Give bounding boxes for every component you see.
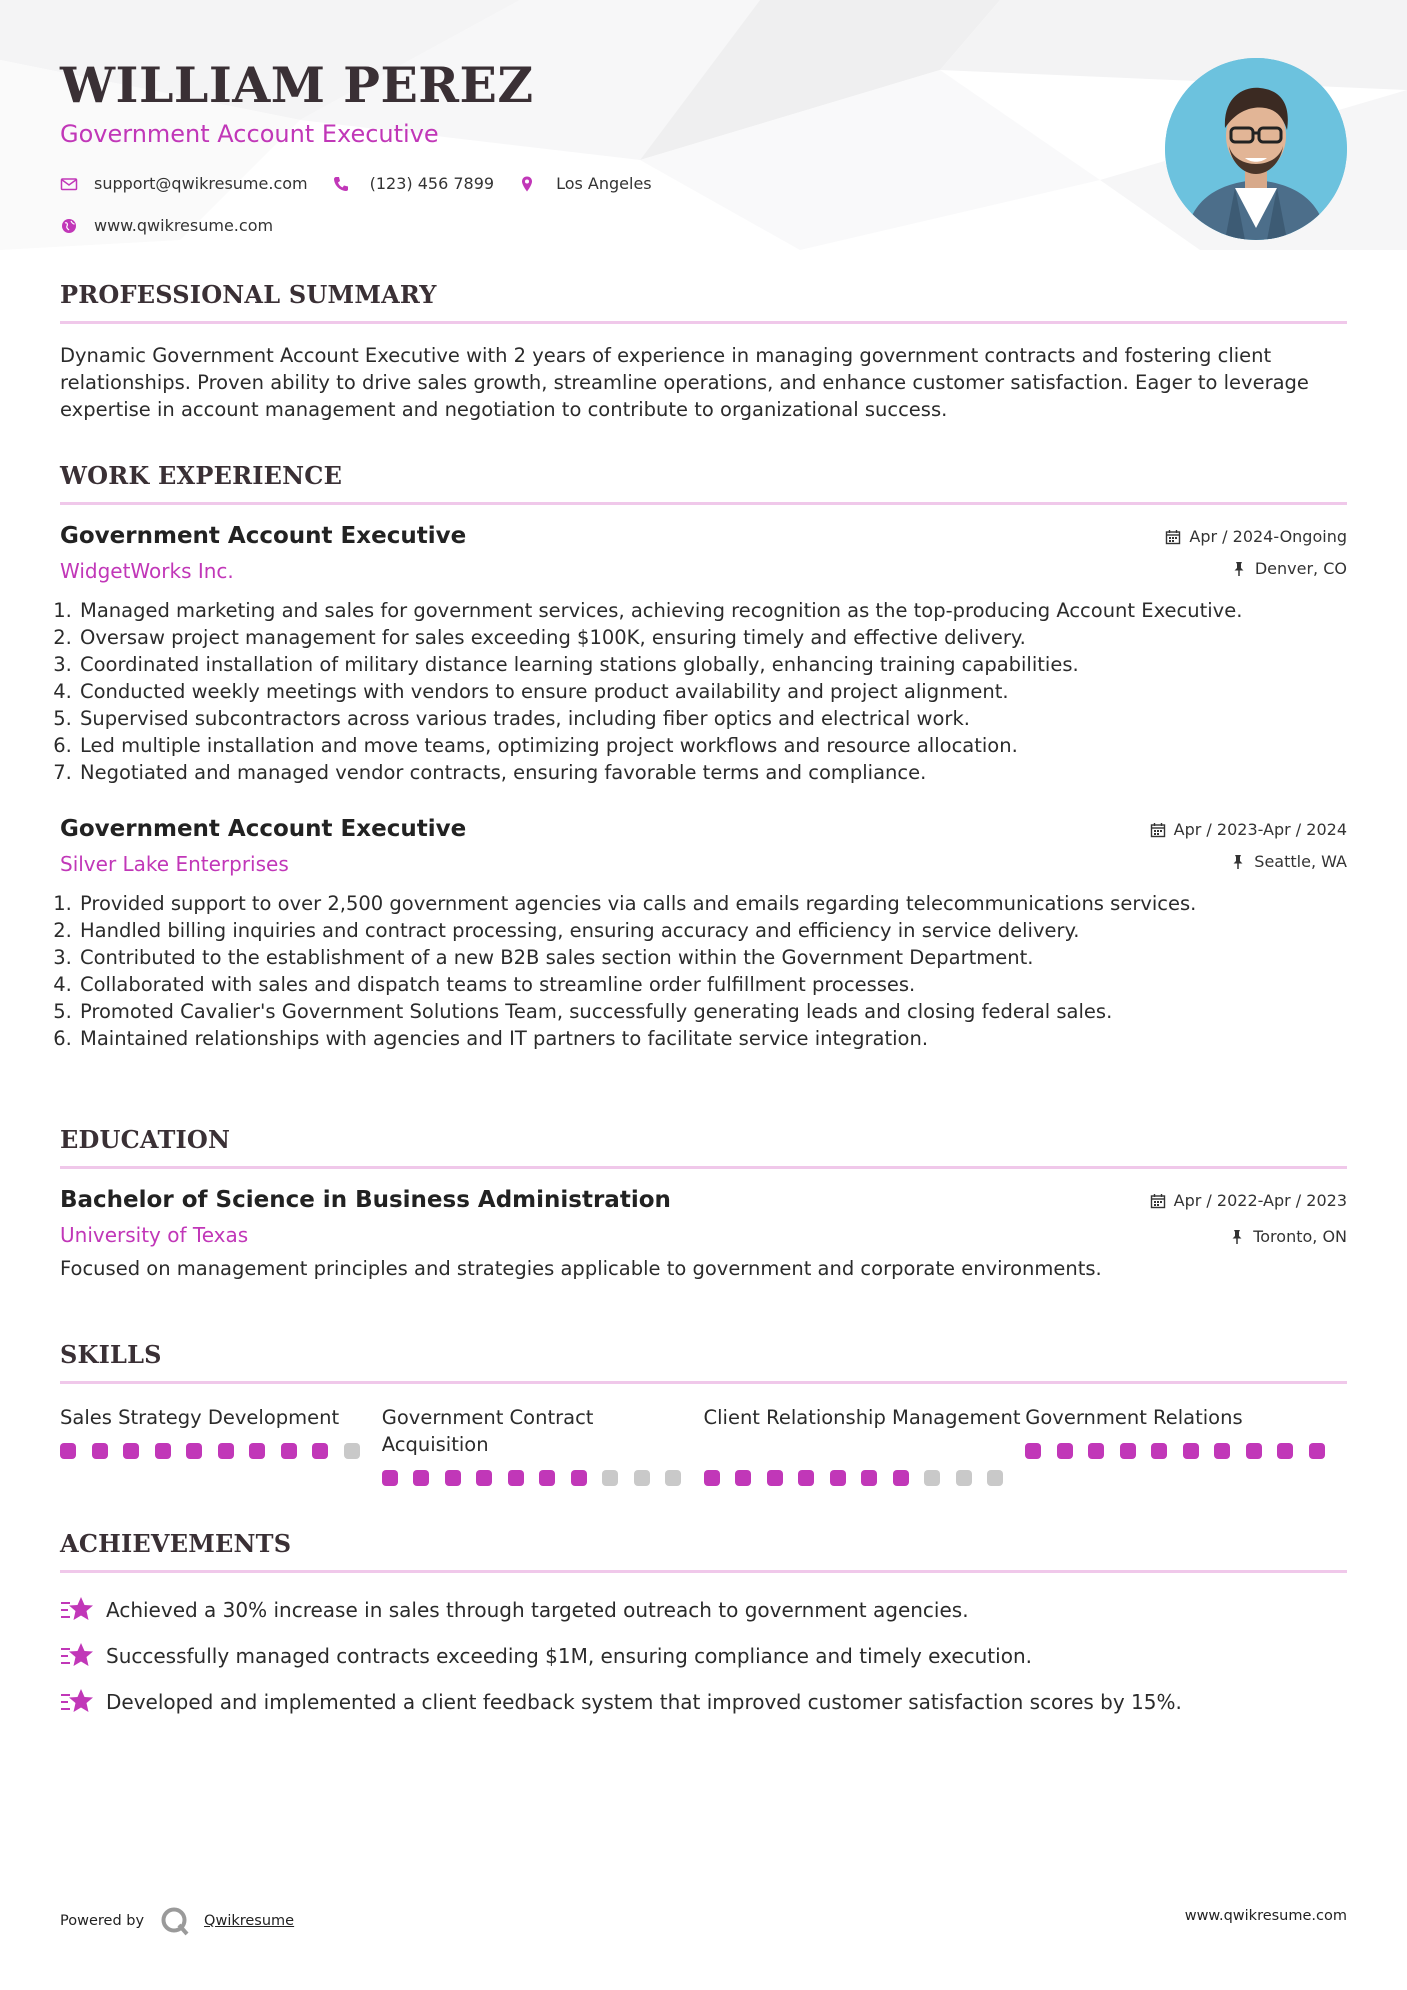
rating-dot-filled: [1309, 1443, 1325, 1459]
contact-location: [518, 174, 652, 193]
powered-by: [60, 1906, 294, 1936]
mail-icon: [60, 175, 78, 193]
rating-dot-filled: [1183, 1443, 1199, 1459]
list-item: 7. Negotiated and managed vendor contracts, ensuring favorable terms and compliance.: [78, 759, 1347, 786]
skill-item: [60, 1404, 382, 1486]
rating-dot-filled: [1120, 1443, 1136, 1459]
rating-dot-filled: [830, 1470, 846, 1486]
pushpin-icon: [1230, 854, 1246, 870]
job-bullets: [60, 890, 1347, 1052]
contact-phone[interactable]: [332, 174, 494, 193]
pushpin-icon: [1231, 561, 1247, 577]
company-name: WidgetWorks Inc.: [60, 559, 234, 583]
list-item: 3. Coordinated installation of military distance learning stations globally, enhancing training capabilities.: [78, 651, 1347, 678]
list-item: 4. Collaborated with sales and dispatch teams to streamline order fulfillment processes.: [78, 971, 1347, 998]
powered-by-label: Powered by: [60, 1913, 145, 1929]
list-item: 6. Led multiple installation and move teams, optimizing project workflows and resource allocation.: [78, 732, 1347, 759]
profile-photo: [1165, 58, 1347, 240]
rating-dot-filled: [571, 1470, 587, 1486]
star-icon: [60, 1641, 94, 1671]
list-item: 5. Supervised subcontractors across various trades, including fiber optics and electrical work.: [78, 705, 1347, 732]
phone-text: (123) 456 7899: [369, 174, 495, 193]
rating-dot-empty: [602, 1470, 618, 1486]
skills-grid: [60, 1404, 1347, 1486]
skills-section: [60, 1340, 1347, 1486]
education-dates: [1150, 1191, 1347, 1210]
degree: Bachelor of Science in Business Administration: [60, 1187, 671, 1213]
education-description: Focused on management principles and strategies applicable to government and corporate environments.: [60, 1257, 1102, 1280]
skill-item: [382, 1404, 704, 1486]
skill-name: Government Relations: [1025, 1406, 1243, 1429]
location-text: Toronto, ON: [1253, 1227, 1347, 1246]
skill-rating: [704, 1470, 1026, 1486]
list-item: 2. Oversaw project management for sales exceeding $100K, ensuring timely and effective delivery.: [78, 624, 1347, 651]
rating-dot-filled: [1277, 1443, 1293, 1459]
rating-dot-filled: [704, 1470, 720, 1486]
achievement-text: Developed and implemented a client feedback system that improved customer satisfaction scores by 15%.: [106, 1690, 1182, 1714]
rating-dot-empty: [987, 1470, 1003, 1486]
skill-rating: [1025, 1443, 1347, 1459]
skill-item: [1025, 1404, 1347, 1486]
candidate-title: Government Account Executive: [60, 120, 439, 148]
rating-dot-filled: [767, 1470, 783, 1486]
company-name: Silver Lake Enterprises: [60, 852, 289, 876]
page-footer: [60, 1898, 1347, 1932]
rating-dot-empty: [634, 1470, 650, 1486]
section-heading: EDUCATION: [60, 1125, 1347, 1169]
brand-link[interactable]: Qwikresume: [204, 1913, 295, 1929]
calendar-icon: [1150, 822, 1166, 838]
section-heading: SKILLS: [60, 1340, 1347, 1384]
list-item: 5. Promoted Cavalier's Government Solutions Team, successfully generating leads and closing federal sales.: [78, 998, 1347, 1025]
rating-dot-empty: [924, 1470, 940, 1486]
skill-rating: [382, 1470, 704, 1486]
summary-text: Dynamic Government Account Executive with 2 years of experience in managing government contracts and fostering client relationships. Proven ability to drive sales growth, streamline operations, and enhance customer satisfaction. Eager to leverage expertise in account management and negotiation to contribute to organizational success.: [60, 344, 1309, 421]
rating-dot-filled: [735, 1470, 751, 1486]
rating-dot-filled: [476, 1470, 492, 1486]
rating-dot-filled: [1057, 1443, 1073, 1459]
experience-section: [60, 461, 1347, 1052]
rating-dot-filled: [508, 1470, 524, 1486]
phone-icon: [332, 175, 350, 193]
achievement-text: Successfully managed contracts exceeding $1M, ensuring compliance and timely execution.: [106, 1644, 1032, 1668]
rating-dot-empty: [665, 1470, 681, 1486]
list-item: 3. Contributed to the establishment of a new B2B sales section within the Government Department.: [78, 944, 1347, 971]
rating-dot-empty: [956, 1470, 972, 1486]
location-text: Denver, CO: [1254, 559, 1347, 578]
location-text: Seattle, WA: [1254, 852, 1347, 871]
date-text: Apr / 2024-Ongoing: [1189, 527, 1347, 546]
rating-dot-filled: [123, 1443, 139, 1459]
rating-dot-filled: [382, 1470, 398, 1486]
rating-dot-filled: [281, 1443, 297, 1459]
achievement-item: [60, 1687, 1347, 1717]
section-heading: WORK EXPERIENCE: [60, 461, 1347, 505]
rating-dot-filled: [218, 1443, 234, 1459]
achievement-text: Achieved a 30% increase in sales through targeted outreach to government agencies.: [106, 1598, 969, 1622]
contact-row: [60, 174, 676, 193]
list-item: 2. Handled billing inquiries and contract processing, ensuring accuracy and efficiency in service delivery.: [78, 917, 1347, 944]
candidate-name: WILLIAM PEREZ: [60, 56, 534, 114]
location-text: Los Angeles: [556, 174, 652, 193]
job-title: Government Account Executive: [60, 523, 467, 549]
section-heading: ACHIEVEMENTS: [60, 1529, 1347, 1573]
rating-dot-filled: [539, 1470, 555, 1486]
skill-name: Sales Strategy Development: [60, 1406, 340, 1429]
job-entry: [60, 816, 1347, 1052]
list-item: 1. Managed marketing and sales for government services, achieving recognition as the top-producing Account Executive.: [78, 597, 1347, 624]
job-bullets: [60, 597, 1347, 786]
summary-section: [60, 280, 1347, 423]
list-item: 4. Conducted weekly meetings with vendors to ensure product availability and project alignment.: [78, 678, 1347, 705]
rating-dot-filled: [186, 1443, 202, 1459]
achievement-item: [60, 1595, 1347, 1625]
skill-rating: [60, 1443, 382, 1459]
calendar-icon: [1165, 529, 1181, 545]
skill-item: [704, 1404, 1026, 1486]
rating-dot-filled: [1246, 1443, 1262, 1459]
resume-header: [60, 0, 1347, 250]
rating-dot-filled: [861, 1470, 877, 1486]
job-location: [1230, 852, 1347, 871]
map-pin-icon: [518, 175, 536, 193]
education-location: [1229, 1227, 1347, 1246]
rating-dot-filled: [1214, 1443, 1230, 1459]
contact-row-website: [60, 216, 297, 235]
footer-url[interactable]: www.qwikresume.com: [1184, 1908, 1347, 1924]
achievements-section: [60, 1529, 1347, 1717]
rating-dot-filled: [312, 1443, 328, 1459]
date-text: Apr / 2023-Apr / 2024: [1173, 820, 1347, 839]
rating-dot-filled: [413, 1470, 429, 1486]
list-item: 6. Maintained relationships with agencies and IT partners to facilitate service integration.: [78, 1025, 1347, 1052]
rating-dot-filled: [445, 1470, 461, 1486]
list-item: 1. Provided support to over 2,500 government agencies via calls and emails regarding telecommunications services.: [78, 890, 1347, 917]
star-icon: [60, 1687, 94, 1717]
education-entry: [60, 1187, 1347, 1280]
rating-dot-filled: [92, 1443, 108, 1459]
achievement-item: [60, 1641, 1347, 1671]
skill-name: Government Contract Acquisition: [381, 1406, 594, 1456]
contact-website[interactable]: [60, 216, 273, 235]
section-heading: PROFESSIONAL SUMMARY: [60, 280, 1347, 324]
website-text: www.qwikresume.com: [94, 216, 274, 235]
rating-dot-filled: [798, 1470, 814, 1486]
job-location: [1231, 559, 1347, 578]
calendar-icon: [1150, 1193, 1166, 1209]
rating-dot-filled: [155, 1443, 171, 1459]
rating-dot-filled: [1151, 1443, 1167, 1459]
pushpin-icon: [1229, 1229, 1245, 1245]
globe-icon: [60, 217, 78, 235]
date-text: Apr / 2022-Apr / 2023: [1173, 1191, 1347, 1210]
job-dates: [1150, 820, 1347, 839]
job-entry: [60, 523, 1347, 786]
job-title: Government Account Executive: [60, 816, 467, 842]
rating-dot-filled: [1088, 1443, 1104, 1459]
rating-dot-filled: [893, 1470, 909, 1486]
email-text: support@qwikresume.com: [94, 174, 308, 193]
education-section: [60, 1125, 1347, 1280]
qwikresume-logo: [160, 1906, 190, 1936]
job-dates: [1165, 527, 1347, 546]
rating-dot-filled: [1025, 1443, 1041, 1459]
star-icon: [60, 1595, 94, 1625]
rating-dot-empty: [344, 1443, 360, 1459]
rating-dot-filled: [249, 1443, 265, 1459]
rating-dot-filled: [60, 1443, 76, 1459]
contact-email[interactable]: [60, 174, 308, 193]
school-name: University of Texas: [60, 1223, 249, 1247]
skill-name: Client Relationship Management: [703, 1406, 1021, 1429]
